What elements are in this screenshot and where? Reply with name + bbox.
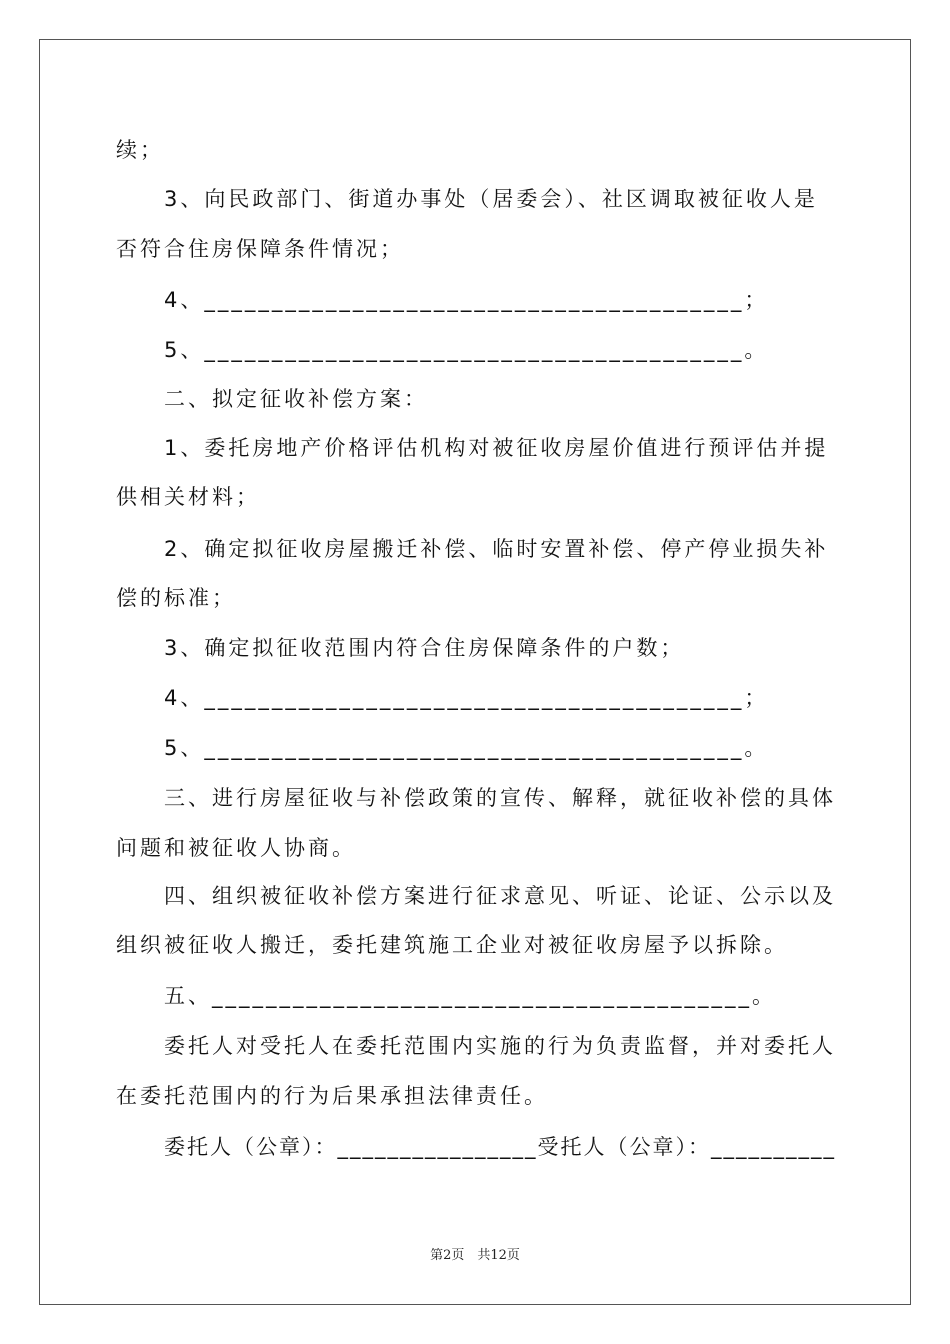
blank-item: 5、________________________________________。 (164, 338, 769, 362)
blank-item: 4、________________________________________； (164, 686, 769, 710)
section-heading: 四、组织被征收补偿方案进行征求意见、听证、论证、公示以及 (164, 884, 836, 908)
text-line: 在委托范围内的行为后果承担法律责任。 (116, 1084, 548, 1108)
page-border (39, 39, 911, 1305)
blank-item: 5、________________________________________。 (164, 736, 769, 760)
section-heading: 五、________________________________________。 (164, 984, 776, 1008)
text-line: 供相关材料； (116, 485, 260, 509)
text-line: 续； (116, 138, 164, 162)
text-line: 委托人对受托人在委托范围内实施的行为负责监督，并对委托人 (164, 1034, 836, 1058)
text-line: 1、委托房地产价格评估机构对被征收房屋价值进行预评估并提 (164, 436, 829, 460)
page-number: 第2页 共12页 (430, 1248, 520, 1263)
text-line: 否符合住房保障条件情况； (116, 237, 404, 261)
text-line: 组织被征收人搬迁，委托建筑施工企业对被征收房屋予以拆除。 (116, 933, 788, 957)
section-heading: 三、进行房屋征收与补偿政策的宣传、解释，就征收补偿的具体 (164, 786, 836, 810)
text-line: 2、确定拟征收房屋搬迁补偿、临时安置补偿、停产停业损失补 (164, 537, 829, 561)
text-line: 3、确定拟征收范围内符合住房保障条件的户数； (164, 636, 685, 660)
section-heading: 二、拟定征收补偿方案： (164, 387, 428, 411)
signature-line: 委托人（公章）：________________受托人（公章）：__________ (164, 1135, 836, 1159)
text-line: 问题和被征收人协商。 (116, 836, 356, 860)
text-line: 偿的标准； (116, 586, 236, 610)
blank-item: 4、________________________________________； (164, 288, 769, 312)
text-line: 3、向民政部门、街道办事处（居委会）、社区调取被征收人是 (164, 187, 818, 211)
